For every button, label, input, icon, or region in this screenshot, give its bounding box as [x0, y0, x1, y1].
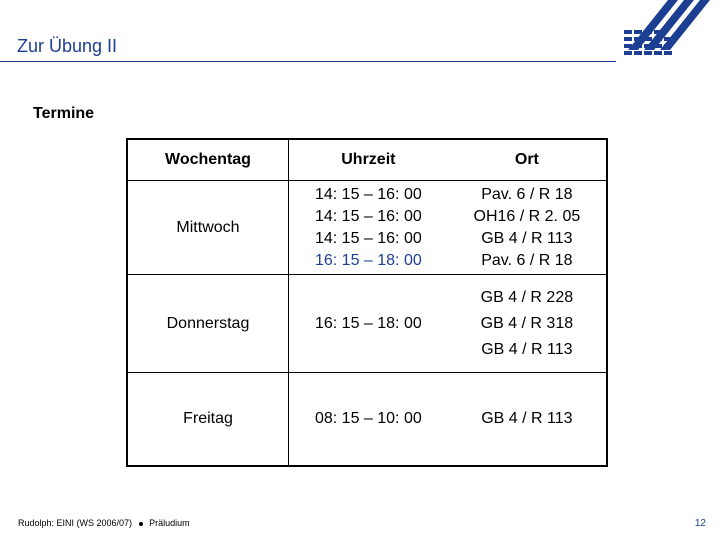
time-cell: 16: 15 – 18: 00 — [288, 275, 447, 373]
section-heading: Termine — [33, 105, 95, 122]
footer-source — [18, 518, 190, 528]
place-entry: GB 4 / R 318 — [480, 314, 574, 332]
place-entry: GB 4 / R 113 — [481, 340, 573, 358]
day-cell: Mittwoch — [127, 181, 288, 275]
table-header-row — [127, 139, 607, 181]
time-entry: 14: 15 – 16: 00 — [314, 229, 422, 247]
header-day: Wochentag — [127, 139, 288, 181]
place-entry: GB 4 / R 113 — [481, 229, 573, 247]
day-cell: Donnerstag — [127, 275, 288, 373]
page-number: 12 — [694, 518, 706, 529]
place-entry: Pav. 6 / R 18 — [481, 185, 573, 203]
place-cell — [448, 181, 607, 275]
table-row — [127, 181, 607, 275]
place-cell — [448, 275, 607, 373]
place-entry: Pav. 6 / R 18 — [481, 251, 573, 269]
footer-source-text: Rudolph: EINI (WS 2006/07) — [18, 518, 133, 528]
bullet-icon — [139, 522, 143, 526]
time-entry: 14: 15 – 16: 00 — [314, 207, 422, 225]
time-cell — [288, 181, 447, 275]
time-entry: 14: 15 – 16: 00 — [314, 185, 422, 203]
footer-chapter: Präludium — [149, 518, 190, 528]
slide-title: Zur Übung II — [17, 36, 118, 56]
time-entry: 16: 15 – 18: 00 — [314, 251, 422, 269]
table-row — [127, 373, 607, 467]
place-entry: OH16 / R 2. 05 — [473, 207, 581, 225]
day-cell: Freitag — [127, 373, 288, 467]
time-cell: 08: 15 – 10: 00 — [314, 410, 422, 427]
schedule-table — [126, 138, 608, 467]
header-time: Uhrzeit — [288, 139, 447, 181]
table-row — [127, 275, 607, 373]
header-place: Ort — [448, 139, 607, 181]
university-logo — [618, 0, 720, 64]
place-cell: GB 4 / R 113 — [481, 410, 573, 427]
place-entry: GB 4 / R 228 — [480, 288, 574, 306]
title-divider — [0, 61, 616, 62]
